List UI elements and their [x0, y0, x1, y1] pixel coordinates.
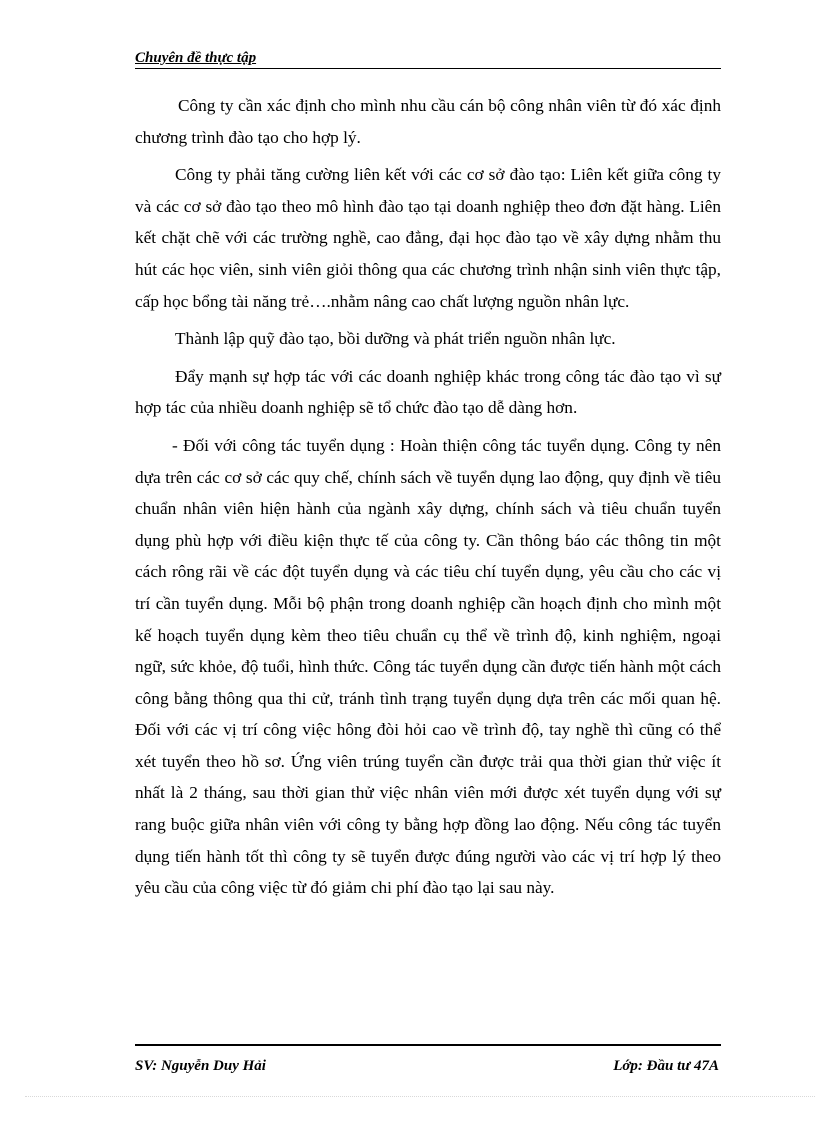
paragraph-recruitment: - Đối với công tác tuyển dụng : Hoàn thiện công tác tuyển dụng. Công ty nên dựa trên các cơ sở các quy chế, chính sách về tuyển dụng lao động, quy định về tiêu chuẩn nhân viên hiện hành của ngành xây dựng, chính sách và tiêu chuẩn tuyển dụng phù hợp với điều kiện thực tế của công ty. Cần thông báo các thông tin một cách rông rãi về các đột tuyển dụng và các tiêu chí tuyển dụng, yêu cầu cho các vị trí cần tuyển dụng. Mỗi bộ phận trong doanh nghiệp cần hoạch định cho mình một kế hoạch tuyển dụng kèm theo tiêu chuẩn cụ thể về trình độ, kinh nghiệm, ngoại ngữ, sức khỏe, độ tuổi, hình thức. Công tác tuyển dụng cần được tiến hành một cách công bằng thông qua thi cử, tránh tình trạng tuyển dụng dựa trên các mối quan hệ. Đối với các vị trí công việc hông đòi hỏi cao về trình độ, tay nghề thì cũng có thể xét tuyển theo hồ sơ. Ứng viên trúng tuyển cần được trải qua thời gian thử việc ít nhất là 2 tháng, sau thời gian thử việc nhân viên mới được xét tuyển dụng với sự rang buộc giữa nhân viên với công ty bằng hợp đồng lao động. Nếu công tác tuyển dụng tiến hành tốt thì công ty sẽ tuyển được đúng người vào các vị trí hợp lý theo yêu cầu của công việc từ đó giảm chi phí đào tạo lại sau này. [135, 435, 721, 898]
page-footer [135, 1044, 721, 1076]
paragraph-cooperation: Đẩy mạnh sự hợp tác với các doanh nghiệp khác trong công tác đào tạo vì sự hợp tác của nhiều doanh nghiệp sẽ tổ chức đào tạo dễ dàng hơn. [135, 366, 721, 418]
footer-class-name: Lớp: Đầu tư 47A [613, 1058, 719, 1074]
paragraph-training-fund: Thành lập quỹ đào tạo, bồi dưỡng và phát triển nguồn nhân lực. [175, 329, 616, 349]
page-header [135, 48, 721, 69]
paragraph-training-needs: Công ty cần xác định cho mình nhu cầu cán bộ công nhân viên từ đó xác định chương trình đào tạo cho hợp lý. [135, 96, 721, 147]
document-body [135, 90, 721, 910]
page-bottom-divider [25, 1096, 815, 1097]
header-title: Chuyên đề thực tập [135, 50, 257, 66]
paragraph-training-links: Công ty phải tăng cường liên kết với các cơ sở đào tạo: Liên kết giữa công ty và các cơ sở đào tạo theo mô hình đào tạo tại doanh nghiệp theo đơn đặt hàng. Liên kết chặt chẽ với các trường nghề, cao đẳng, đại học đào tạo về xây dựng nhằm thu hút các học viên, sinh viên giỏi thông qua các chương trình nhận sinh viên thực tập, cấp học bổng tài năng trẻ….nhằm nâng cao chất lượng nguồn nhân lực. [135, 165, 721, 311]
footer-student-name: SV: Nguyễn Duy Hải [135, 1058, 266, 1074]
